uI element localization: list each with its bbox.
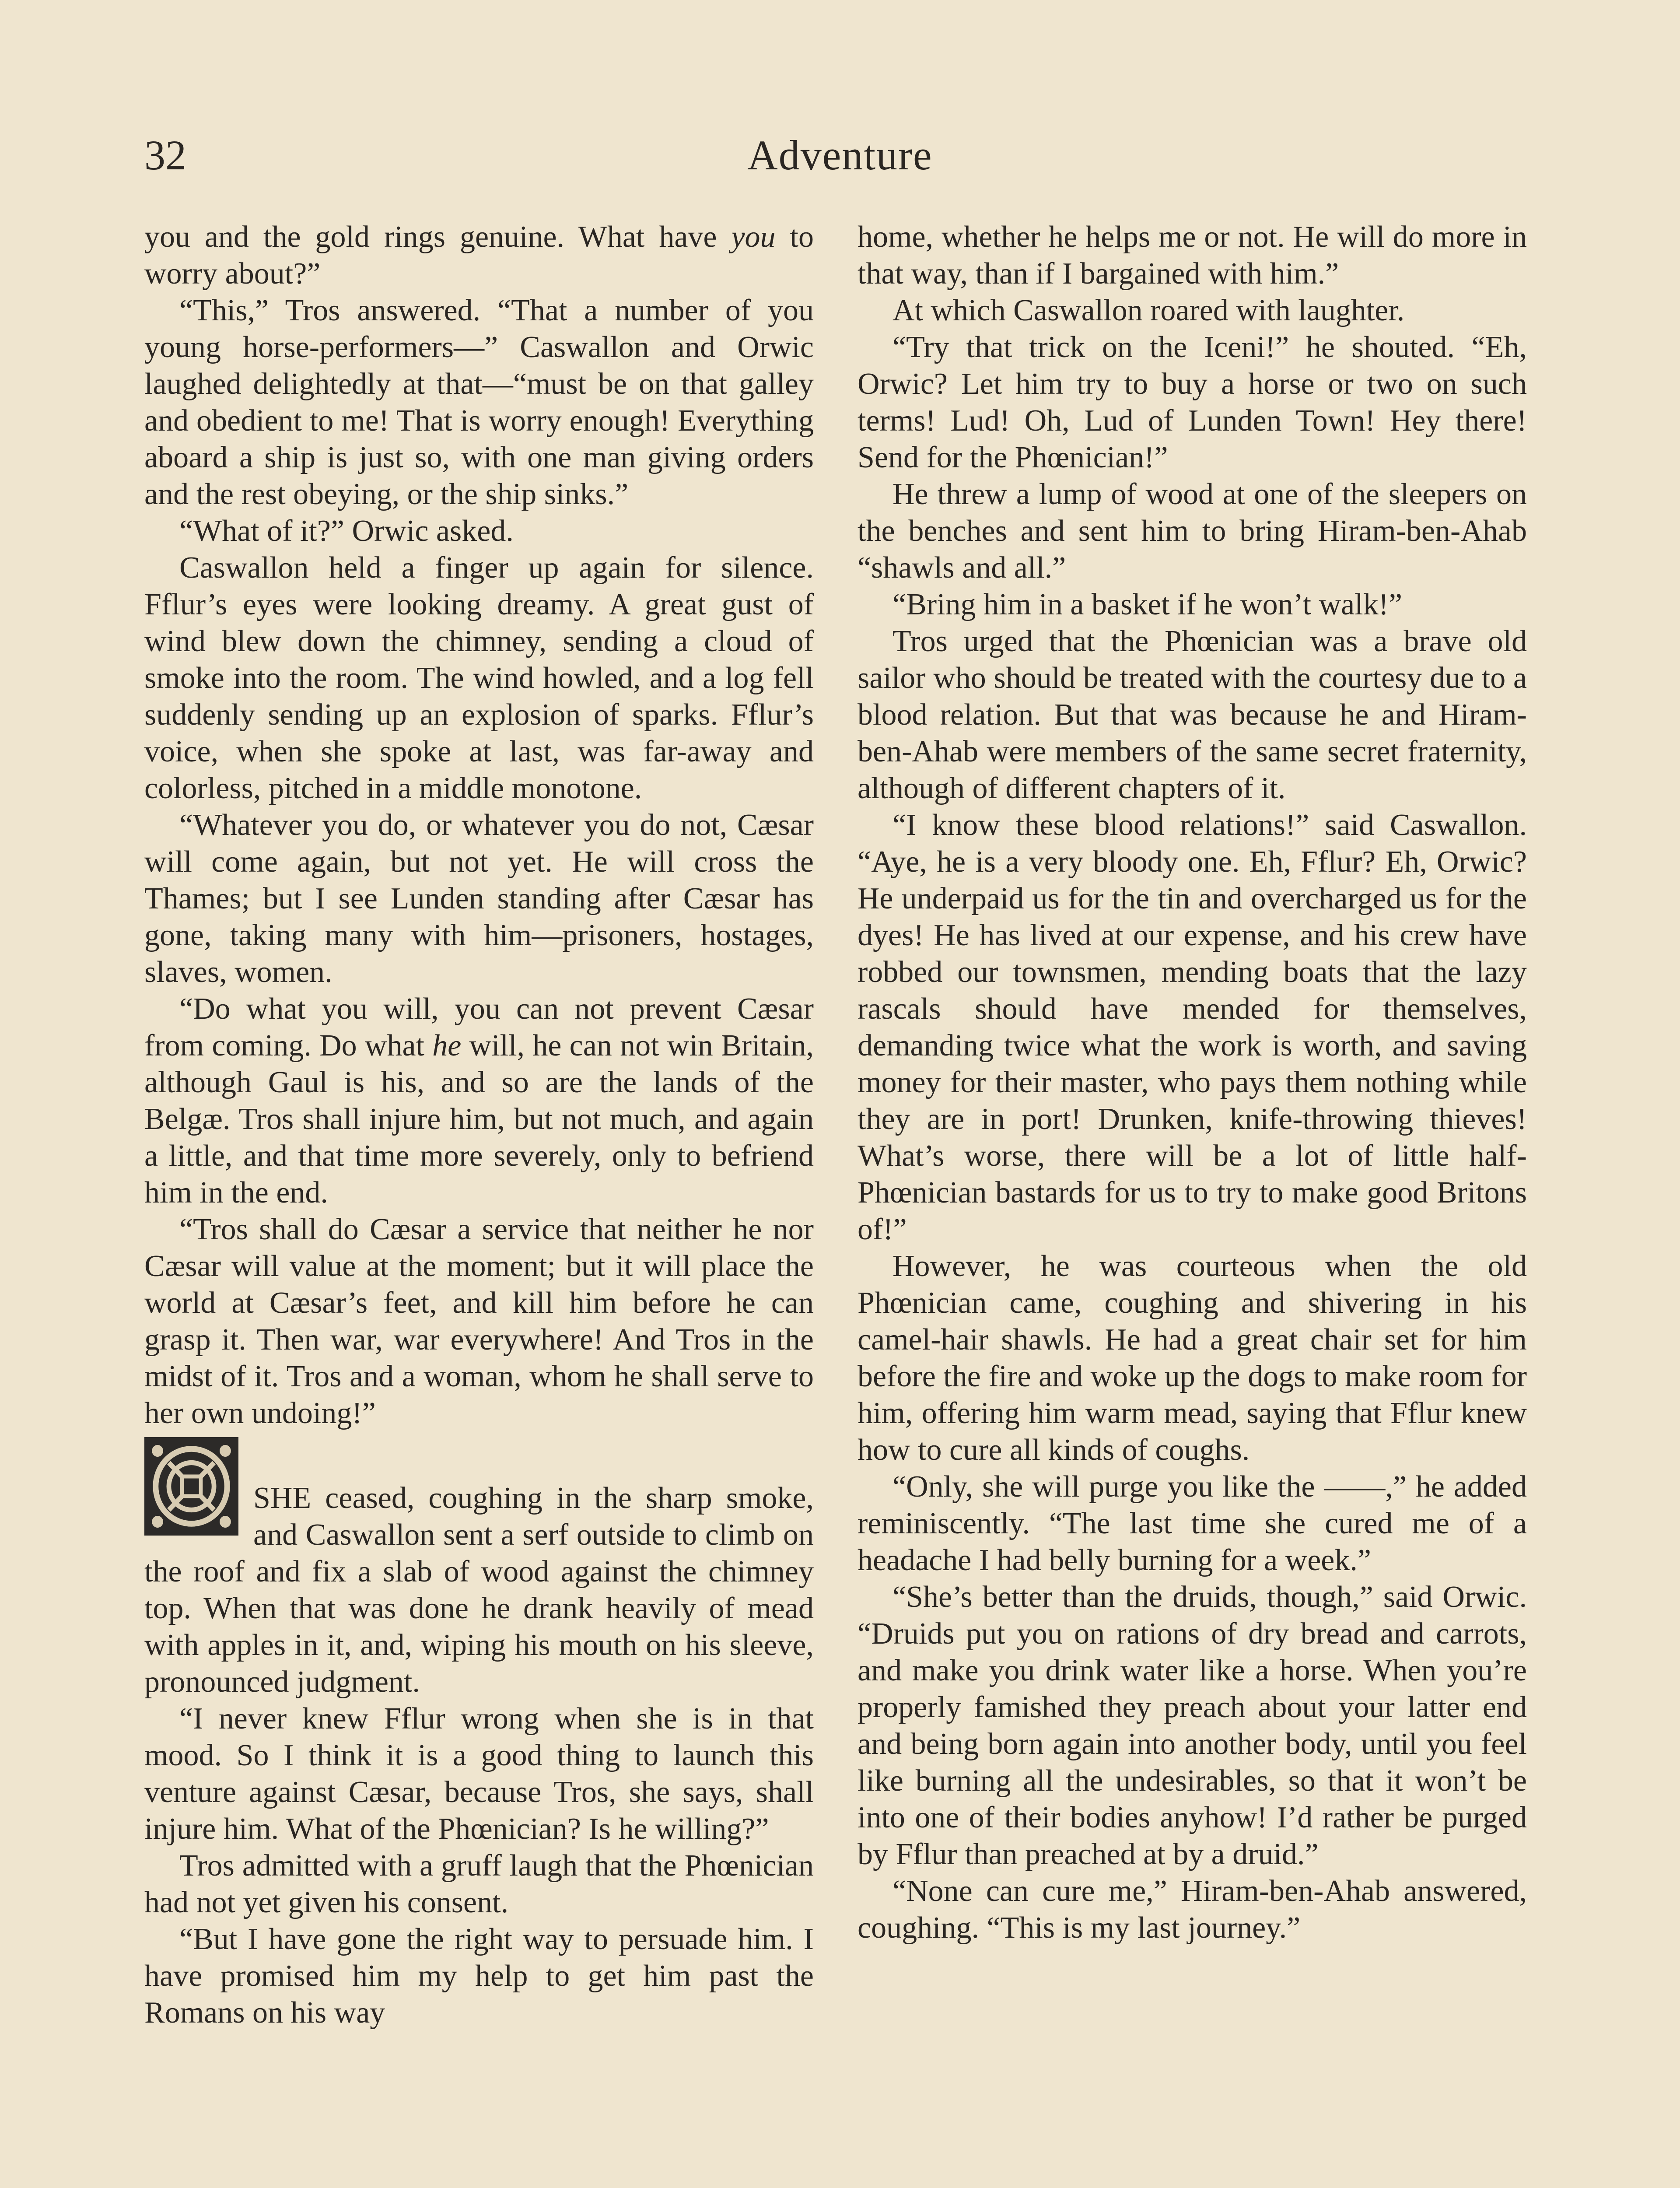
paragraph: “I know these blood relations!” said Caswallon. “Aye, he is a very bloody one. Eh, Fflur? Eh, Orwic? He underpaid us for the tin and overcharged us for the dyes! He has lived at our expense, and his crew have robbed our townsmen, mending boats that the lazy rascals should have mended for themselves, demanding twice what the work is worth, and saving money for their master, who pays them nothing while they are in port! Drunken, knife-throwing thieves! What’s worse, there will be a lot of little half-Phœnician bastards for us to try to make good Britons of!” [858, 808, 1527, 1246]
paragraph: “Tros shall do Cæsar a service that neither he nor Cæsar will value at the moment; but it will place the world at Cæsar’s feet, and kill him before he can grasp it. Then war, war everywhere! And Tros in the midst of it. Tros and a woman, whom he shall serve to her own undoing!” [144, 1213, 814, 1430]
magazine-title: Adventure [747, 132, 933, 179]
page-header [144, 131, 1536, 188]
paragraph: “What of it?” Orwic asked. [179, 514, 514, 548]
paragraph: “Try that trick on the Iceni!” he shouted. “Eh, Orwic? Let him try to buy a horse or two on such terms! Lud! Oh, Lud of Lunden Town! Hey there! Send for the Phœnician!” [858, 330, 1527, 474]
paragraph: home, whether he helps me or not. He will do more in that way, than if I bargained with him.” [858, 220, 1527, 291]
paragraph: At which Caswallon roared with laughter. [892, 294, 1405, 327]
page-number: 32 [144, 132, 186, 179]
paragraph: you and the gold rings genuine. What have you to worry about?” [144, 220, 814, 291]
paragraph: However, he was courteous when the old Phœnician came, coughing and shivering in his camel-hair shawls. He had a great chair set for him before the fire and woke up the dogs to make room for him, offering him warm mead, saying that Fflur knew how to cure all kinds of coughs. [858, 1249, 1527, 1467]
right-column [858, 219, 1527, 1946]
paragraph: “Do what you will, you can not prevent Cæsar from coming. Do what he will, he can not win Britain, although Gaul is his, and so are the lands of the Belgæ. Tros shall injure him, but not much, and again a little, and that time more severely, only to befriend him in the end. [144, 992, 814, 1210]
paragraph-drop-cap: SHE ceased, coughing in the sharp smoke, and Caswallon sent a serf outside to climb on the roof and fix a slab of wood against the chimney top. When that was done he drank heavily of mead with apples in it, and, wiping his mouth on his sleeve, pronounced judgment. [144, 1481, 814, 1699]
paragraph: “This,” Tros answered. “That a number of you young horse-performers—” Caswallon and Orwic laughed delightedly at that—“must be on that galley and obedient to me! That is worry enough! Everything aboard a ship is just so, with one man giving orders and the rest obeying, or the ship sinks.” [144, 294, 814, 511]
left-column [144, 219, 814, 2031]
ornamental-initial-icon [144, 1437, 238, 1536]
paragraph: “Only, she will purge you like the ——,” he added reminiscently. “The last time she cured me of a headache I had belly burning for a week.” [858, 1470, 1527, 1577]
paragraph: He threw a lump of wood at one of the sleepers on the benches and sent him to bring Hiram-ben-Ahab “shawls and all.” [858, 477, 1527, 585]
paragraph: “None can cure me,” Hiram-ben-Ahab answered, coughing. “This is my last journey.” [858, 1874, 1527, 1945]
paragraph: “Whatever you do, or whatever you do not, Cæsar will come again, but not yet. He will cross the Thames; but I see Lunden standing after Cæsar has gone, taking many with him—prisoners, hostages, slaves, women. [144, 808, 814, 989]
paragraph: “But I have gone the right way to persuade him. I have promised him my help to get him past the Romans on his way [144, 1922, 814, 2030]
paragraph: Caswallon held a finger up again for silence. Fflur’s eyes were looking dreamy. A great gust of wind blew down the chimney, sending a cloud of smoke into the room. The wind howled, and a log fell suddenly sending up an explosion of sparks. Fflur’s voice, when she spoke at last, was far-away and colorless, pitched in a middle monotone. [144, 551, 814, 805]
paragraph: Tros urged that the Phœnician was a brave old sailor who should be treated with the courtesy due to a blood relation. But that was because he and Hiram-ben-Ahab were members of the same secret fraternity, although of different chapters of it. [858, 624, 1527, 805]
paragraph: “Bring him in a basket if he won’t walk!” [892, 588, 1403, 621]
paragraph: “I never knew Fflur wrong when she is in that mood. So I think it is a good thing to launch this venture against Cæsar, because Tros, she says, shall injure him. What of the Phœnician? Is he willing?” [144, 1702, 814, 1846]
paragraph: Tros admitted with a gruff laugh that the Phœnician had not yet given his consent. [144, 1849, 814, 1919]
paragraph: “She’s better than the druids, though,” said Orwic. “Druids put you on rations of dry bread and carrots, and make you drink water like a horse. When you’re properly famished they preach about your latter end and being born again into another body, until you feel like burning all the undesirables, so that it won’t be into one of their bodies anyhow! I’d rather be purged by Fflur than preached at by a druid.” [858, 1580, 1527, 1871]
